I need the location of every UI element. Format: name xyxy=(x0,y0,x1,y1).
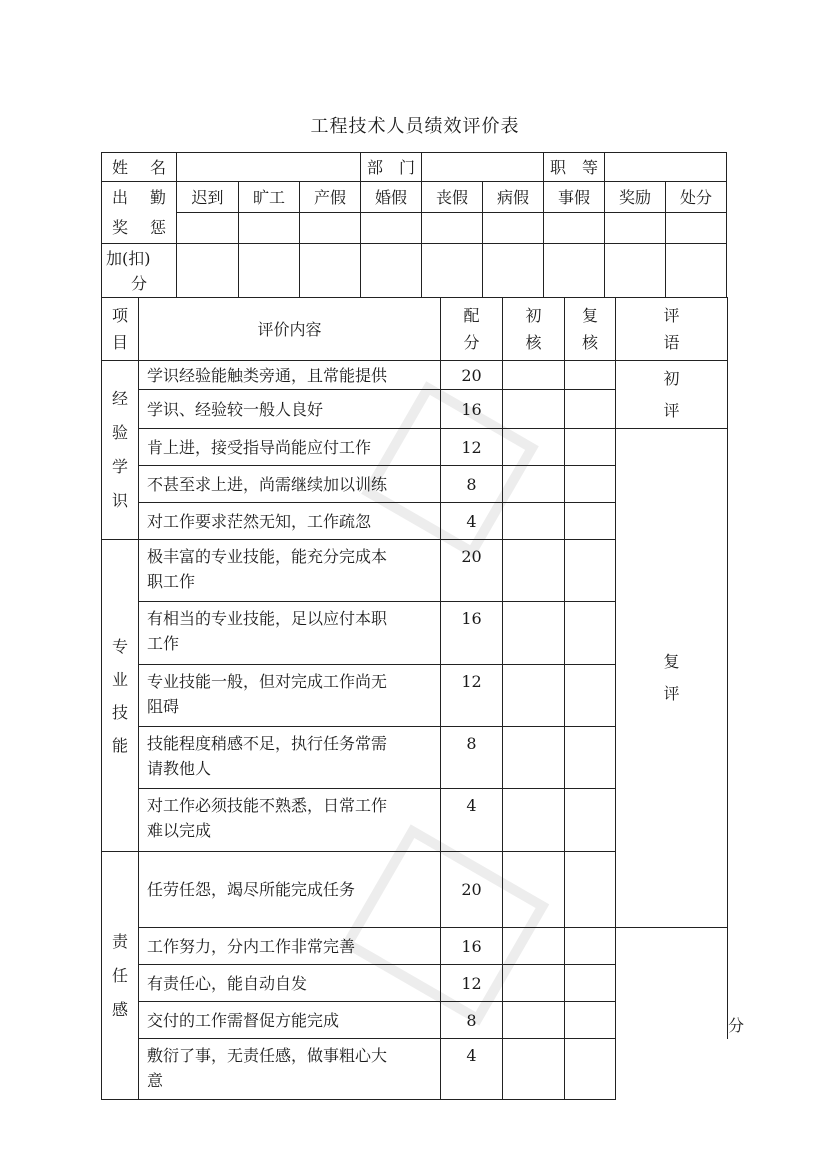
cell[interactable] xyxy=(605,213,666,244)
review-check-cell[interactable] xyxy=(565,429,616,466)
dept-field[interactable] xyxy=(422,153,544,182)
review-check-cell[interactable] xyxy=(565,466,616,503)
review-check-cell[interactable] xyxy=(565,852,616,928)
initial-check-cell[interactable] xyxy=(503,429,565,466)
criteria-line: 敷衍了事，无责任感，做事粗心大 xyxy=(147,1046,388,1065)
criteria-line: 技能程度稍感不足，执行任务常需 xyxy=(147,734,388,753)
cell[interactable] xyxy=(361,213,422,244)
initial-check-cell[interactable] xyxy=(503,1039,565,1100)
score-value: 12 xyxy=(441,965,503,1002)
criteria-text xyxy=(139,789,441,852)
side-label: 复 xyxy=(663,652,680,671)
col-maternity: 产假 xyxy=(300,182,361,213)
points-label-cell xyxy=(102,244,177,298)
initial-check-cell[interactable] xyxy=(503,789,565,852)
initial-header-1: 初 xyxy=(525,306,542,325)
criteria-text: 学识经验能触类旁通，且常能提供 xyxy=(139,361,441,390)
score-value: 20 xyxy=(441,540,503,602)
score-value: 12 xyxy=(441,429,503,466)
comment-header-2: 语 xyxy=(663,333,680,352)
section-char: 学 xyxy=(111,457,128,476)
side-label: 初 xyxy=(663,368,680,388)
col-late: 迟到 xyxy=(177,182,239,213)
criteria-text: 学识、经验较一般人良好 xyxy=(139,390,441,429)
section-char: 识 xyxy=(111,491,128,510)
initial-check-cell[interactable] xyxy=(503,361,565,390)
score-value: 20 xyxy=(441,361,503,390)
cell[interactable] xyxy=(544,244,605,298)
points-label-2: 分 xyxy=(130,273,147,293)
side-label: 评 xyxy=(663,684,680,703)
initial-header-2: 核 xyxy=(525,333,542,352)
score-value: 16 xyxy=(441,602,503,665)
attendance-label-cell xyxy=(102,182,177,244)
section-char: 业 xyxy=(111,669,128,689)
score-header-2: 分 xyxy=(463,333,480,352)
section-responsibility xyxy=(102,852,139,1100)
col-penalty: 处分 xyxy=(666,182,727,213)
cell[interactable] xyxy=(300,213,361,244)
cell[interactable] xyxy=(422,244,483,298)
name-label: 姓 名 xyxy=(102,153,177,182)
criteria-line: 阻碍 xyxy=(147,697,180,716)
criteria-text xyxy=(139,665,441,727)
section-char: 专 xyxy=(111,636,128,656)
comment-header-1: 评 xyxy=(663,306,680,325)
criteria-text xyxy=(139,727,441,789)
criteria-text: 不甚至求上进，尚需继续加以训练 xyxy=(139,466,441,503)
score-value: 8 xyxy=(441,1002,503,1039)
review-header-2: 核 xyxy=(581,333,598,352)
cell[interactable] xyxy=(483,244,544,298)
name-field[interactable] xyxy=(177,153,361,182)
col-reward: 奖励 xyxy=(605,182,666,213)
criteria-text: 任劳任怨，竭尽所能完成任务 xyxy=(139,852,441,928)
score-value: 20 xyxy=(441,852,503,928)
initial-check-cell[interactable] xyxy=(503,466,565,503)
info-table xyxy=(101,152,727,298)
section-char: 技 xyxy=(111,702,128,722)
initial-check-cell[interactable] xyxy=(503,540,565,602)
content-header: 评价内容 xyxy=(139,298,441,361)
review-check-cell[interactable] xyxy=(565,965,616,1002)
cell[interactable] xyxy=(239,244,300,298)
section-skills xyxy=(102,540,139,852)
section-char: 能 xyxy=(111,735,128,755)
cell[interactable] xyxy=(422,213,483,244)
review-check-cell[interactable] xyxy=(565,789,616,852)
criteria-text: 肯上进，接受指导尚能应付工作 xyxy=(139,429,441,466)
col-absent: 旷工 xyxy=(239,182,300,213)
review-check-cell[interactable] xyxy=(565,1002,616,1039)
initial-check-cell[interactable] xyxy=(503,390,565,429)
score-value: 4 xyxy=(441,1039,503,1100)
criteria-text xyxy=(139,540,441,602)
initial-check-cell[interactable] xyxy=(503,1002,565,1039)
criteria-line: 有相当的专业技能，足以应付本职 xyxy=(147,609,388,628)
item-header xyxy=(102,298,139,361)
initial-eval-label xyxy=(616,361,728,429)
section-char: 责 xyxy=(111,931,128,951)
comment-header xyxy=(616,298,728,361)
review-check-cell[interactable] xyxy=(565,665,616,727)
item-header-2: 目 xyxy=(111,333,128,352)
initial-check-cell[interactable] xyxy=(503,503,565,540)
initial-check-header xyxy=(503,298,565,361)
col-funeral: 丧假 xyxy=(422,182,483,213)
cell[interactable] xyxy=(177,244,239,298)
criteria-text: 有责任心，能自动自发 xyxy=(139,965,441,1002)
section-char: 任 xyxy=(111,965,128,985)
criteria-line: 工作 xyxy=(147,634,180,653)
criteria-text: 工作努力，分内工作非常完善 xyxy=(139,928,441,965)
col-marriage: 婚假 xyxy=(361,182,422,213)
section-char: 经 xyxy=(111,389,128,408)
points-label: 加(扣) xyxy=(106,248,151,268)
col-sick: 病假 xyxy=(483,182,544,213)
dept-label: 部 门 xyxy=(361,153,422,182)
criteria-line: 难以完成 xyxy=(147,821,212,840)
cell[interactable] xyxy=(177,213,239,244)
re-eval-label xyxy=(616,429,728,928)
cell[interactable] xyxy=(605,244,666,298)
reward-penalty-label: 奖 惩 xyxy=(112,217,166,237)
review-check-header xyxy=(565,298,616,361)
initial-check-cell[interactable] xyxy=(503,852,565,928)
cell[interactable] xyxy=(239,213,300,244)
evaluation-table: 项 目 评价内容 配 分 初 核 复 核 评 语 经 验 学 识 学识经验能触类旁通，且常能提供 20 初 评 学识、经验较一般人良好 16 肯上进，接受指导尚能应付工作 12 复 评 不甚至求上进，尚需继续加以训练 8 对工作要求茫然无知，工作疏忽 4 专 业 技 能 极丰富的专业技能，能充分完成本 职工作 20 有相当的专业技能，足以应付本职 工作 16 专业技能一般，但对完成工作尚无 阻碍 12 技能程度稍感不足，执行任务常需 请教他人 8 对工作必须技能不熟悉，日常工作 难以完成 4 分 责 任 感 任劳任怨，竭尽所能完成任务 20 工作努力，分内工作非常完善 16 有责任心，能自动自发 12 交付的工作需督促方能完成 8 敷衍了事，无责任感，做事粗心大 意 4 xyxy=(101,297,728,1100)
review-check-cell[interactable] xyxy=(565,361,616,390)
initial-check-cell[interactable] xyxy=(503,665,565,727)
section-char: 验 xyxy=(111,423,128,442)
rank-field[interactable] xyxy=(605,153,727,182)
score-header xyxy=(441,298,503,361)
review-check-cell[interactable] xyxy=(565,540,616,602)
cell[interactable] xyxy=(666,244,727,298)
review-check-cell[interactable] xyxy=(565,503,616,540)
cell[interactable] xyxy=(300,244,361,298)
cell[interactable] xyxy=(666,213,727,244)
score-value: 8 xyxy=(441,727,503,789)
criteria-text xyxy=(139,1039,441,1100)
criteria-line: 请教他人 xyxy=(147,759,212,778)
item-header-1: 项 xyxy=(111,306,128,325)
score-value: 16 xyxy=(441,390,503,429)
cell[interactable] xyxy=(483,213,544,244)
page-title: 工程技术人员绩效评价表 xyxy=(310,116,520,137)
criteria-line: 专业技能一般，但对完成工作尚无 xyxy=(147,672,388,691)
review-check-cell[interactable] xyxy=(565,928,616,965)
review-header-1: 复 xyxy=(581,306,598,325)
score-header-1: 配 xyxy=(463,306,480,325)
score-value: 4 xyxy=(441,789,503,852)
review-check-cell[interactable] xyxy=(565,390,616,429)
review-check-cell[interactable] xyxy=(565,1039,616,1100)
rank-label: 职 等 xyxy=(544,153,605,182)
col-personal: 事假 xyxy=(544,182,605,213)
side-label: 评 xyxy=(663,400,680,420)
review-check-cell[interactable] xyxy=(565,602,616,665)
cell[interactable] xyxy=(361,244,422,298)
initial-check-cell[interactable] xyxy=(503,727,565,789)
attendance-label: 出 勤 xyxy=(112,187,166,207)
criteria-line: 意 xyxy=(147,1071,164,1090)
score-value: 8 xyxy=(441,466,503,503)
cell[interactable] xyxy=(544,213,605,244)
criteria-text xyxy=(139,602,441,665)
criteria-line: 对工作必须技能不熟悉，日常工作 xyxy=(147,796,388,815)
criteria-text: 交付的工作需督促方能完成 xyxy=(139,1002,441,1039)
initial-check-cell[interactable] xyxy=(503,928,565,965)
score-value: 4 xyxy=(441,503,503,540)
score-value: 16 xyxy=(441,928,503,965)
criteria-line: 职工作 xyxy=(147,572,196,591)
criteria-text: 对工作要求茫然无知，工作疏忽 xyxy=(139,503,441,540)
initial-check-cell[interactable] xyxy=(503,602,565,665)
initial-check-cell[interactable] xyxy=(503,965,565,1002)
section-experience xyxy=(102,361,139,540)
section-char: 感 xyxy=(111,999,128,1019)
criteria-line: 极丰富的专业技能，能充分完成本 xyxy=(147,547,388,566)
review-check-cell[interactable] xyxy=(565,727,616,789)
score-value: 12 xyxy=(441,665,503,727)
